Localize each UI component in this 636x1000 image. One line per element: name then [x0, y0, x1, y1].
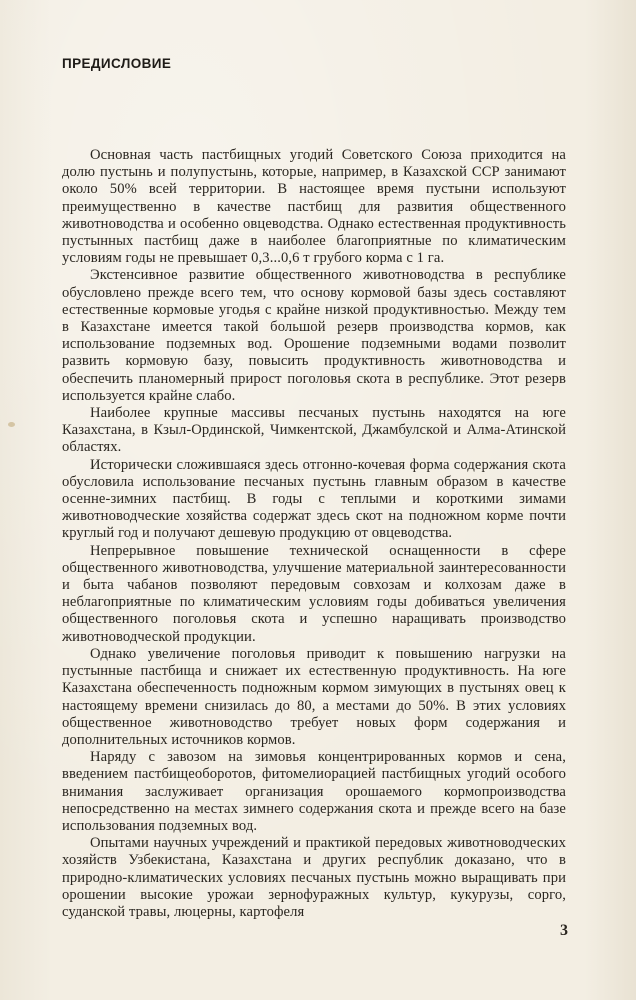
page-number: 3 [560, 922, 568, 939]
paper-stain [8, 422, 15, 427]
paragraph: Непрерывное повышение технической оснащенности в сфере общественного животноводства, улучшение материальной заинтересованности и быта чабанов позволяют передовым совхозам и колхозам даже в неблагоприятные по климатическим условиям годы добиваться увеличения общественного поголовья скота и успешно наращивать производство животноводческой продукции. [62, 542, 566, 645]
paragraph: Основная часть пастбищных угодий Советского Союза приходится на долю пустынь и полупустынь, которые, например, в Казахской ССР занимают около 50% всей территории. В настоящее время пустыни используют преимущественно в качестве пастбищ для развития общественного животноводства и особенно овцеводства. Однако естественная продуктивность пустынных пастбищ даже в наиболее благоприятные по климатическим условиям годы не превышает 0,3...0,6 т грубого корма с 1 га. [62, 147, 566, 267]
paragraph: Исторически сложившаяся здесь отгонно-кочевая форма содержания скота обусловила использование песчаных пустынь главным образом в качестве осенне-зимних пастбищ. В годы с теплыми и короткими зимами животноводческие хозяйства содержат здесь скот на подножном корме почти круглый год и получают дешевую продукцию от овцеводства. [62, 456, 566, 542]
paragraph: Наряду с завозом на зимовья концентрированных кормов и сена, введением пастбищеоборотов, фитомелиорацией пастбищных угодий особого внимания заслуживает организация орошаемого кормопроизводства непосредственно на местах зимнего содержания скота и прежде всего на базе использования подземных вод. [62, 749, 566, 834]
paragraph: Однако увеличение поголовья приводит к повышению нагрузки на пустынные пастбища и снижает их естественную продуктивность. На юге Казахстана обеспеченность подножным кормом зимующих в пустынях овец к настоящему времени снизилась до 80, а местами до 50%. В этих условиях общественное животноводство требует новых форм содержания и дополнительных источников кормов. [62, 645, 566, 748]
section-heading: ПРЕДИСЛОВИЕ [62, 56, 172, 71]
paragraph: Экстенсивное развитие общественного животноводства в республике обусловлено прежде всего тем, что основу кормовой базы здесь составляют естественные кормовые угодья с крайне низкой продуктивностью. Между тем в Казахстане имеется такой большой резерв производства кормов, как использование подземных вод. Орошение подземными водами позволит развить кормовую базу, повысить продуктивность животноводства и обеспечить планомерный прирост поголовья скота в республике. Этот резерв используется крайне слабо. [62, 267, 566, 404]
paragraph: Опытами научных учреждений и практикой передовых животноводческих хозяйств Узбекистана, Казахстана и других республик доказано, что в природно-климатических условиях песчаных пустынь можно выращивать при орошении высокие урожаи зернофуражных культур, кукурузы, сорго, суданской травы, люцерны, картофеля [62, 835, 566, 920]
body-text [62, 147, 566, 921]
paragraph: Наиболее крупные массивы песчаных пустынь находятся на юге Казахстана, в Кзыл-Ординской, Чимкентской, Джамбулской и Алма-Атинской областях. [62, 405, 566, 456]
